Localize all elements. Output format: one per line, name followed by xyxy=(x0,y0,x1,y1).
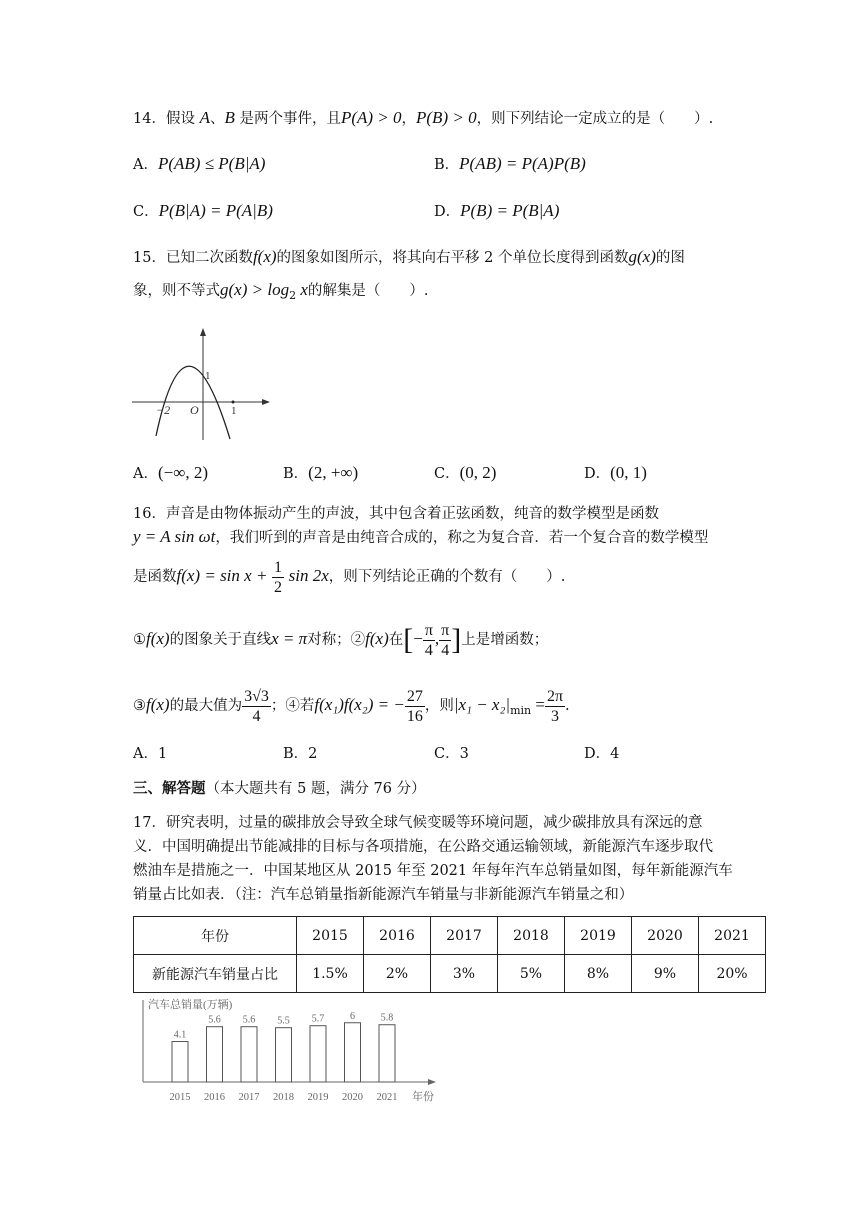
q17-stem-line1: 17．研究表明，过量的碳排放会导致全球气候变暖等环境问题，减少碳排放具有深远的意 xyxy=(133,815,703,831)
table-cell: 3% xyxy=(431,955,498,993)
bar-value-label: 5.6 xyxy=(242,1014,256,1026)
table-cell: 2% xyxy=(364,955,431,993)
left-bracket: [ xyxy=(403,623,414,656)
q17-stem-line3: 燃油车是措施之一．中国某地区从 2015 年至 2021 年每年汽车总销量如图，每年新能源汽车 xyxy=(133,863,733,879)
section3-heading: 三、解答题（本大题共有 5 题，满分 76 分） xyxy=(133,780,426,797)
q14-option-a: A．P(AB) ≤ P(B|A) xyxy=(133,154,266,173)
bar-value-label: 5.5 xyxy=(277,1015,290,1027)
bar-2015 xyxy=(172,1042,188,1082)
table-year: 2021 xyxy=(699,917,766,955)
q16-stem-line3: 是函数f(x) = sin x + $\frac{1}{2}$ sin 2x，则下列结论正确的个数有（ ）. xyxy=(133,558,566,596)
label-origin: O xyxy=(190,403,199,417)
q16-option-d: D．4 xyxy=(584,746,620,762)
x-axis-arrow-icon xyxy=(262,399,270,405)
x-tick-label: 2018 xyxy=(273,1092,294,1103)
q16-result-fraction: $\frac{2\pi}{3}$ xyxy=(546,687,564,725)
table-year: 2016 xyxy=(364,917,431,955)
q15-option-d: D．(0, 1) xyxy=(584,463,647,482)
table-row xyxy=(134,955,766,993)
q16-stem-line1: 16．声音是由物体振动产生的声波，其中包含着正弦函数，纯音的数学模型是函数 xyxy=(133,506,659,522)
q15-option-c: C．(0, 2) xyxy=(434,463,497,482)
sales-bar-chart xyxy=(128,990,448,1108)
bar-2020 xyxy=(345,1023,361,1082)
table-year: 2015 xyxy=(297,917,364,955)
table-year: 2018 xyxy=(498,917,565,955)
x-tick-label: 2016 xyxy=(204,1092,225,1103)
table-year: 2019 xyxy=(565,917,632,955)
q15-stem-line1: 15．已知二次函数f(x)的图象如图所示，将其向右平移 2 个单位长度得到函数g(x)的图 xyxy=(133,247,685,266)
x-tick-label: 2020 xyxy=(342,1092,363,1103)
q14-stem: 14．假设 A、B 是两个事件，且P(A) > 0，P(B) > 0，则下列结论一定成立的是（ ）. xyxy=(133,108,714,127)
q15-option-b: B．(2, +∞) xyxy=(283,463,359,482)
q16-max-fraction: $\frac{3√3}{4}$ xyxy=(244,687,269,725)
bar-2018 xyxy=(276,1028,292,1082)
q16-model: y = A sin ωt xyxy=(133,527,216,546)
y-axis-arrow-icon xyxy=(200,328,206,336)
label-y1: 1 xyxy=(205,370,211,382)
q17-stem-line2: 义．中国明确提出节能减排的目标与各项措施，在公路交通运输领域，新能源汽车逐步取代 xyxy=(133,839,713,855)
chart-x-arrow-icon xyxy=(428,1079,436,1085)
right-bracket: ] xyxy=(451,623,462,656)
table-cell: 1.5% xyxy=(297,955,364,993)
point-x1 xyxy=(232,401,235,404)
chart-title: 汽车总销量(万辆) xyxy=(148,999,233,1011)
bar-2019 xyxy=(310,1026,326,1082)
q16-product-fraction: $\frac{27}{16}$ xyxy=(406,687,423,725)
table-cell: 9% xyxy=(632,955,699,993)
table-year: 2017 xyxy=(431,917,498,955)
table-year: 2020 xyxy=(632,917,699,955)
table-cell: 8% xyxy=(565,955,632,993)
x-tick-label: 2017 xyxy=(238,1092,260,1103)
q16-option-c: C．3 xyxy=(434,746,469,762)
x-tick-label: 2015 xyxy=(169,1092,191,1103)
table-header-label: 年份 xyxy=(134,917,297,955)
table-cell: 5% xyxy=(498,955,565,993)
table-header-row xyxy=(134,917,766,955)
q16-statements-1-2: ①f(x)的图象关于直线x = π对称；②f(x)在[− $\frac{\pi}{4}$ , $\frac{\pi}{4}$ ]上是增函数； xyxy=(133,621,549,659)
q16-option-a: A．1 xyxy=(133,746,168,762)
q14-cond2: P(B) > 0 xyxy=(416,108,477,127)
bar-value-label: 5.7 xyxy=(311,1013,325,1025)
chart-bars xyxy=(170,1011,398,1103)
bar-2016 xyxy=(207,1027,223,1082)
bar-value-label: 6 xyxy=(350,1010,355,1022)
q16-interval-upper: $\frac{\pi}{4}$ xyxy=(441,621,450,659)
bar-value-label: 5.6 xyxy=(208,1014,221,1026)
table-cell: 20% xyxy=(699,955,766,993)
q16-stem-line2: y = A sin ωt，我们听到的声音是由纯音合成的，称之为复合音．若一个复合音的数学模型 xyxy=(133,527,709,546)
q16-interval-lower: $\frac{\pi}{4}$ xyxy=(424,621,433,659)
q16-statements-3-4: ③f(x)的最大值为 $\frac{3√3}{4}$ ；④若f(x₁)f(x₂) = − $\frac{27}{16}$ ，则$|x_1 - x_2|_{min}$ = $\frac{2\pi}{3}$ . xyxy=(133,687,570,725)
q15-option-a: A．(−∞, 2) xyxy=(133,463,209,482)
x-tick-label: 2021 xyxy=(376,1092,398,1103)
bar-2017 xyxy=(241,1027,257,1082)
q14-cond1: P(A) > 0 xyxy=(340,108,402,127)
q15-stem-line2: 象，则不等式$g(x) > \log_2 x$的解集是（ ）. xyxy=(133,280,429,302)
q14-option-d: D．P(B) = P(B|A) xyxy=(434,201,560,220)
table-row-label: 新能源汽车销量占比 xyxy=(134,955,297,993)
q14-option-c: C．P(B|A) = P(A|B) xyxy=(133,201,273,220)
q15-parabola-graph xyxy=(128,322,278,444)
q16-option-b: B．2 xyxy=(283,746,318,762)
q14-option-b: B．P(AB) = P(A)P(B) xyxy=(434,154,586,173)
label-x1: 1 xyxy=(231,405,237,417)
q17-share-table xyxy=(133,916,766,993)
x-tick-label: 2019 xyxy=(307,1092,329,1103)
bar-value-label: 4.1 xyxy=(173,1029,187,1041)
bar-2021 xyxy=(379,1025,395,1082)
label-x-neg2: −2 xyxy=(156,403,171,417)
chart-xlabel: 年份 xyxy=(412,1091,434,1103)
bar-value-label: 5.8 xyxy=(380,1012,394,1024)
q16-half-fraction: $\frac{1}{2}$ xyxy=(274,558,283,596)
q17-stem-line4: 销量占比如表．（注：汽车总销量指新能源汽车销量与非新能源汽车销量之和） xyxy=(133,887,634,903)
